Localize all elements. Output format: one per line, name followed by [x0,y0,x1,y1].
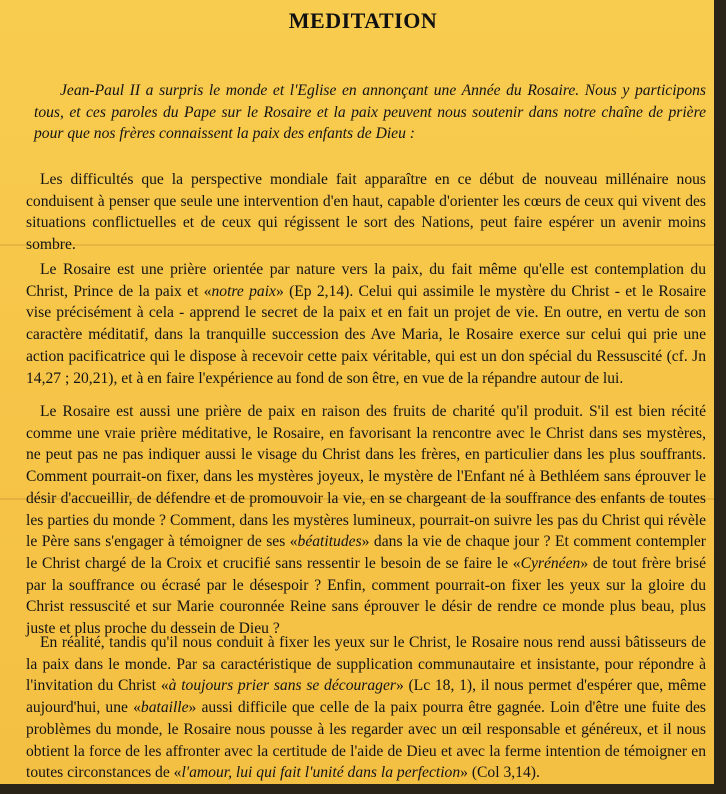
text-run: » de tout frère brisé par la souffrance ou écrasé par le désespoir ? Enfin, comment pourrait-on fixer les yeux sur la gloire du Christ ressuscité et sur Marie couronnée Reine sans éprouver le désir de rendre ce monde plus beau, plus juste et plus proche du dessein de Dieu ? [26,554,706,638]
text-run: » (Lc 18, 1), il nous permet d'espérer que, même aujourd'hui, une « [26,677,706,717]
paragraph-peacemakers [26,632,706,784]
text-run: » (Ep 2,14). Celui qui assimile le mystère du Christ - et le Rosaire vise précisément à cela - apprend le secret de la paix et en fait un projet de vie. En outre, en vertu de son caractère méditatif, dans la tranquille succession des Ave Maria, le Rosaire exerce sur celui qui prie une action pacificatrice qui le dispose à recevoir cette paix véritable, qui est un don spécial du Ressuscité (cf. Jn 14,27 ; 20,21), et à en faire l'expérience au fond de son être, en vue de la répandre autour de lui. [26,282,706,387]
text-run: » aussi difficile que celle de la paix pourra être gagnée. Loin d'être une fuite des problèmes du monde, le Rosaire nous pousse à les regarder avec un œil responsable et généreux, et il nous obtient la force de les affronter avec la certitude de l'aide de Dieu et avec la ferme intention de témoigner en toutes circonstances de « [26,699,707,782]
paragraph-rosary-peace [26,259,706,389]
quote-toujours-prier: à toujours prier sans se décourager [168,677,396,695]
text-run: En réalité, tandis qu'il nous conduit à fixer les yeux sur le Christ, le Rosaire nous rend aussi bâtisseurs de la paix dans le monde. Par sa caractéristique de supplication communautaire et insistante, pour répondre à l'invitation du Christ « [26,634,706,695]
page-title: MEDITATION [288,8,438,33]
paragraph-difficulties: Les difficultés que la perspective mondiale fait apparaître en ce début de nouveau millénaire nous conduisent à penser que seule une intervention d'en haut, capable d'orienter les cœurs de ceux qui vivent des situations conflictuelles et de ceux qui régissent le sort des Nations, peut faire espérer un avenir moins sombre. [26,171,706,254]
text-run: Le Rosaire est aussi une prière de paix en raison des fruits de charité qu'il produit. S'il est bien récité comme une vraie prière méditative, le Rosaire, en favorisant la rencontre avec le Christ dans ses mystères, ne peut pas ne pas indiquer aussi le visage du Christ dans les frères, en particulier dans les plus souffrants. Comment pourrait-on fixer, dans les mystères joyeux, le mystère de l'Enfant né à Bethléem sans éprouver le désir d'accueillir, de défendre et de promouvoir la vie, en se chargeant de la souffrance des enfants de toutes les parties du monde ? Comment, dans les mystères lumineux, pourrait-on suivre les pas du Christ qui révèle le Père sans s'engager à témoigner de ses « [26,403,706,551]
text-run: » (Col 3,14). [460,764,540,782]
quote-bataille: bataille [140,699,189,717]
quote-beatitudes: béatitudes [297,533,362,551]
scan-edge [714,0,726,794]
intro-paragraph: Jean-Paul II a surpris le monde et l'Eglise en annonçant une Année du Rosaire. Nous y participons tous, et ces paroles du Pape sur le Rosaire et la paix peuvent nous soutenir dans notre chaîne de prière pour que nos frères connaissent la paix des enfants de Dieu : [34,82,706,143]
quote-notre-paix: notre paix [211,282,276,300]
paragraph-charity [26,401,706,640]
scan-edge [0,784,726,794]
text-run: » dans la vie de chaque jour ? Et comment contempler le Christ chargé de la Croix et crucifié sans ressentir le besoin de se faire le « [26,533,707,572]
text-run: Le Rosaire est une prière orientée par nature vers la paix, du fait même qu'elle est contemplation du Christ, Prince de la paix et « [26,261,706,300]
quote-amour: l'amour, lui qui fait l'unité dans la perfection [181,764,461,782]
quote-cyreneen: Cyrénéen [520,554,581,572]
